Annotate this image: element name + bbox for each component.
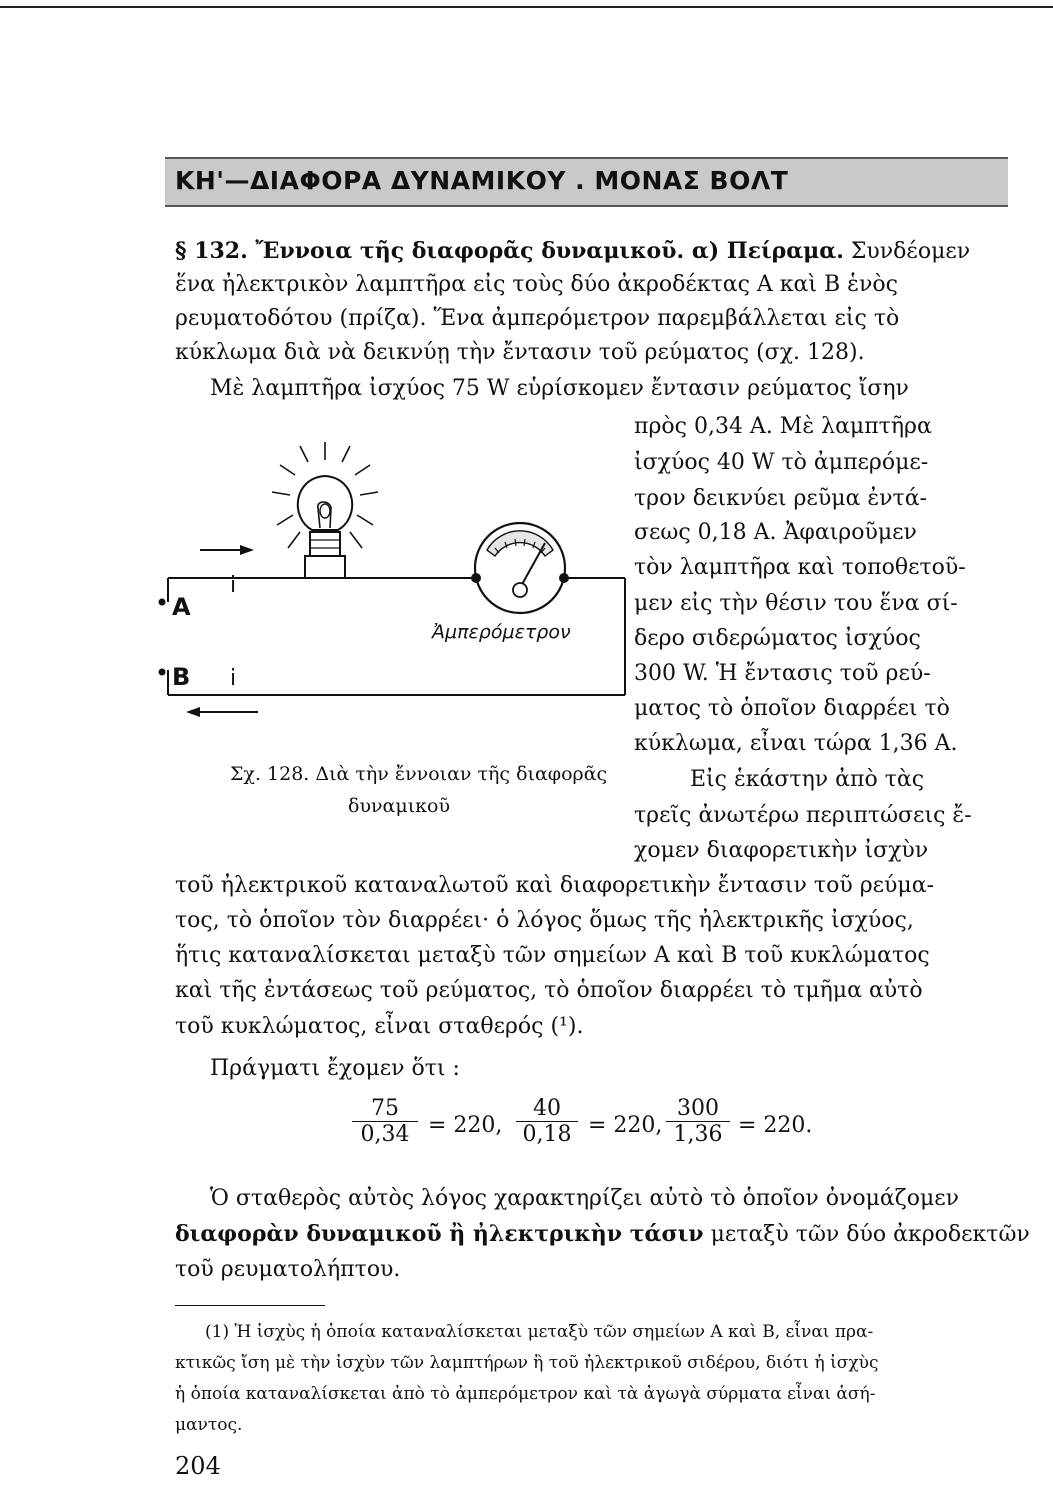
fraction-1-result: = 220, <box>428 1113 503 1138</box>
page-top-border <box>0 6 1053 8</box>
fraction-2-denominator: 0,18 <box>522 1122 572 1147</box>
side-line-10: Εἰς ἑκάστην ἀπὸ τὰς <box>690 767 925 792</box>
conclusion-line-2 <box>175 1221 1030 1247</box>
side-line-7: 300 W. Ἡ ἔντασις τοῦ ρεύ- <box>634 661 931 686</box>
body-line-3: καὶ τῆς ἐντάσεως τοῦ ρεύματος, τὸ ὁποῖον διαρρέει τὸ τμῆμα αὐτὸ <box>175 978 923 1003</box>
footnote-line-3: μαντος. <box>175 1415 243 1435</box>
fraction-2 <box>516 1096 578 1147</box>
side-line-5: μεν εἰς τὴν θέσιν του ἕνα σί- <box>634 591 958 616</box>
figure-caption-line2: δυναμικοῦ <box>348 795 451 817</box>
side-line-4: τὸν λαμπτῆρα καὶ τοποθετοῦ- <box>634 555 966 580</box>
section-heading-line <box>175 238 970 264</box>
side-line-1: ἰσχύος 40 W τὸ ἀμπερόμε- <box>634 450 929 475</box>
body-line-2: ἥτις καταναλίσκεται μεταξὺ τῶν σημείων Α καὶ Β τοῦ κυκλώματος <box>175 943 930 968</box>
footnote-line-1: κτικῶς ἴση μὲ τὴν ἰσχὺν τῶν λαμπτήρων ἢ τοῦ ἠλεκτρικοῦ σιδέρου, διότι ἡ ἰσχὺς <box>175 1353 879 1373</box>
figure-caption-line1: Σχ. 128. Διὰ τὴν ἔννοιαν τῆς διαφορᾶς <box>230 763 608 785</box>
body-line-4: τοῦ κυκλώματος, εἶναι σταθερός (¹). <box>175 1014 584 1039</box>
intro-line-0: Συνδέομεν <box>850 239 971 264</box>
side-line-11: τρεῖς ἀνωτέρω περιπτώσεις ἔ- <box>634 803 972 828</box>
fraction-1-denominator: 0,34 <box>360 1122 410 1147</box>
side-line-8: ματος τὸ ὁποῖον διαρρέει τὸ <box>634 696 950 721</box>
ammeter-label: Ἀμπερόμετρον <box>432 621 571 643</box>
page-number: 204 <box>175 1452 221 1480</box>
intro-line-4: Μὲ λαμπτῆρα ἰσχύος 75 W εὑρίσκομεν ἔντασιν ρεύματος ἴσην <box>210 376 909 401</box>
fraction-3-result: = 220. <box>738 1113 813 1138</box>
section-heading: § 132. Ἔννοια τῆς διαφορᾶς δυναμικοῦ. α) Πείραμα. <box>175 238 844 264</box>
formula-intro: Πράγματι ἔχομεν ὅτι : <box>210 1056 460 1081</box>
intro-line-1: ἕνα ἠλεκτρικὸν λαμπτῆρα εἰς τοὺς δύο ἀκροδέκτας Α καὶ Β ἑνὸς <box>175 272 898 297</box>
side-line-0: πρὸς 0,34 Α. Μὲ λαμπτῆρα <box>634 414 932 439</box>
fraction-1 <box>352 1096 418 1147</box>
fraction-2-result: = 220, <box>588 1113 663 1138</box>
conclusion-line-1: Ὁ σταθερὸς αὐτὸς λόγος χαρακτηρίζει αὐτὸ τὸ ὁποῖον ὀνομάζομεν <box>210 1186 960 1211</box>
fraction-1-numerator: 75 <box>352 1096 418 1122</box>
current-arrow-right-icon <box>200 545 254 555</box>
terminal-b-label: B <box>172 663 191 691</box>
intro-line-2: ρευματοδότου (πρίζα). Ἕνα ἀμπερόμετρον παρεμβάλλεται εἰς τὸ <box>175 306 900 331</box>
footnote-rule <box>175 1305 325 1306</box>
lamp-icon <box>272 442 378 578</box>
side-line-2: τρον δεικνύει ρεῦμα ἐντά- <box>634 486 927 511</box>
side-line-3: σεως 0,18 Α. Ἀφαιροῦμεν <box>634 520 917 545</box>
fraction-3-numerator: 300 <box>666 1096 730 1122</box>
ammeter-icon <box>471 523 569 613</box>
terminal-b-dot <box>159 669 166 676</box>
current-label-bottom: i <box>230 666 237 691</box>
side-line-9: κύκλωμα, εἶναι τώρα 1,36 Α. <box>634 731 958 756</box>
body-line-1: τος, τὸ ὁποῖον τὸν διαρρέει· ὁ λόγος ὅμως τῆς ἠλεκτρικῆς ἰσχύος, <box>175 908 914 933</box>
terminal-a-dot <box>159 599 166 606</box>
conclusion-line-3: τοῦ ρευματολήπτου. <box>175 1257 401 1282</box>
current-arrow-left-icon <box>186 707 258 717</box>
fraction-3 <box>666 1096 730 1147</box>
footnote-line-0: (1) Ἡ ἰσχὺς ἡ ὁποία καταναλίσκεται μεταξὺ τῶν σημείων Α καὶ Β, εἶναι πρα- <box>205 1322 874 1342</box>
fraction-3-denominator: 1,36 <box>673 1122 723 1147</box>
fraction-2-numerator: 40 <box>516 1096 578 1122</box>
current-label-top: i <box>230 573 237 598</box>
intro-line-3: κύκλωμα διὰ νὰ δεικνύῃ τὴν ἔντασιν τοῦ ρεύματος (σχ. 128). <box>175 340 865 365</box>
chapter-title: ΚΗ'—ΔΙΑΦΟΡΑ ΔΥΝΑΜΙΚΟΥ . ΜΟΝΑΣ ΒΟΛΤ <box>175 166 789 195</box>
chapter-header-bar <box>165 157 1008 207</box>
side-line-6: δερο σιδερώματος ἰσχύος <box>634 626 921 651</box>
circuit-figure <box>150 440 630 730</box>
footnote-line-2: ἡ ὁποία καταναλίσκεται ἀπὸ τὸ ἀμπερόμετρον καὶ τὰ ἀγωγὰ σύρματα εἶναι ἀσή- <box>175 1384 876 1404</box>
side-line-12: χομεν διαφορετικὴν ἰσχὺν <box>634 838 929 863</box>
body-line-0: τοῦ ἠλεκτρικοῦ καταναλωτοῦ καὶ διαφορετικὴν ἔντασιν τοῦ ρεύμα- <box>175 873 934 898</box>
terminal-a-label: A <box>172 593 191 621</box>
defined-term: διαφορὰν δυναμικοῦ ἢ ἠλεκτρικὴν τάσιν <box>175 1221 704 1247</box>
conclusion-line-2-rest: μεταξὺ τῶν δύο ἀκροδεκτῶν <box>703 1222 1030 1247</box>
